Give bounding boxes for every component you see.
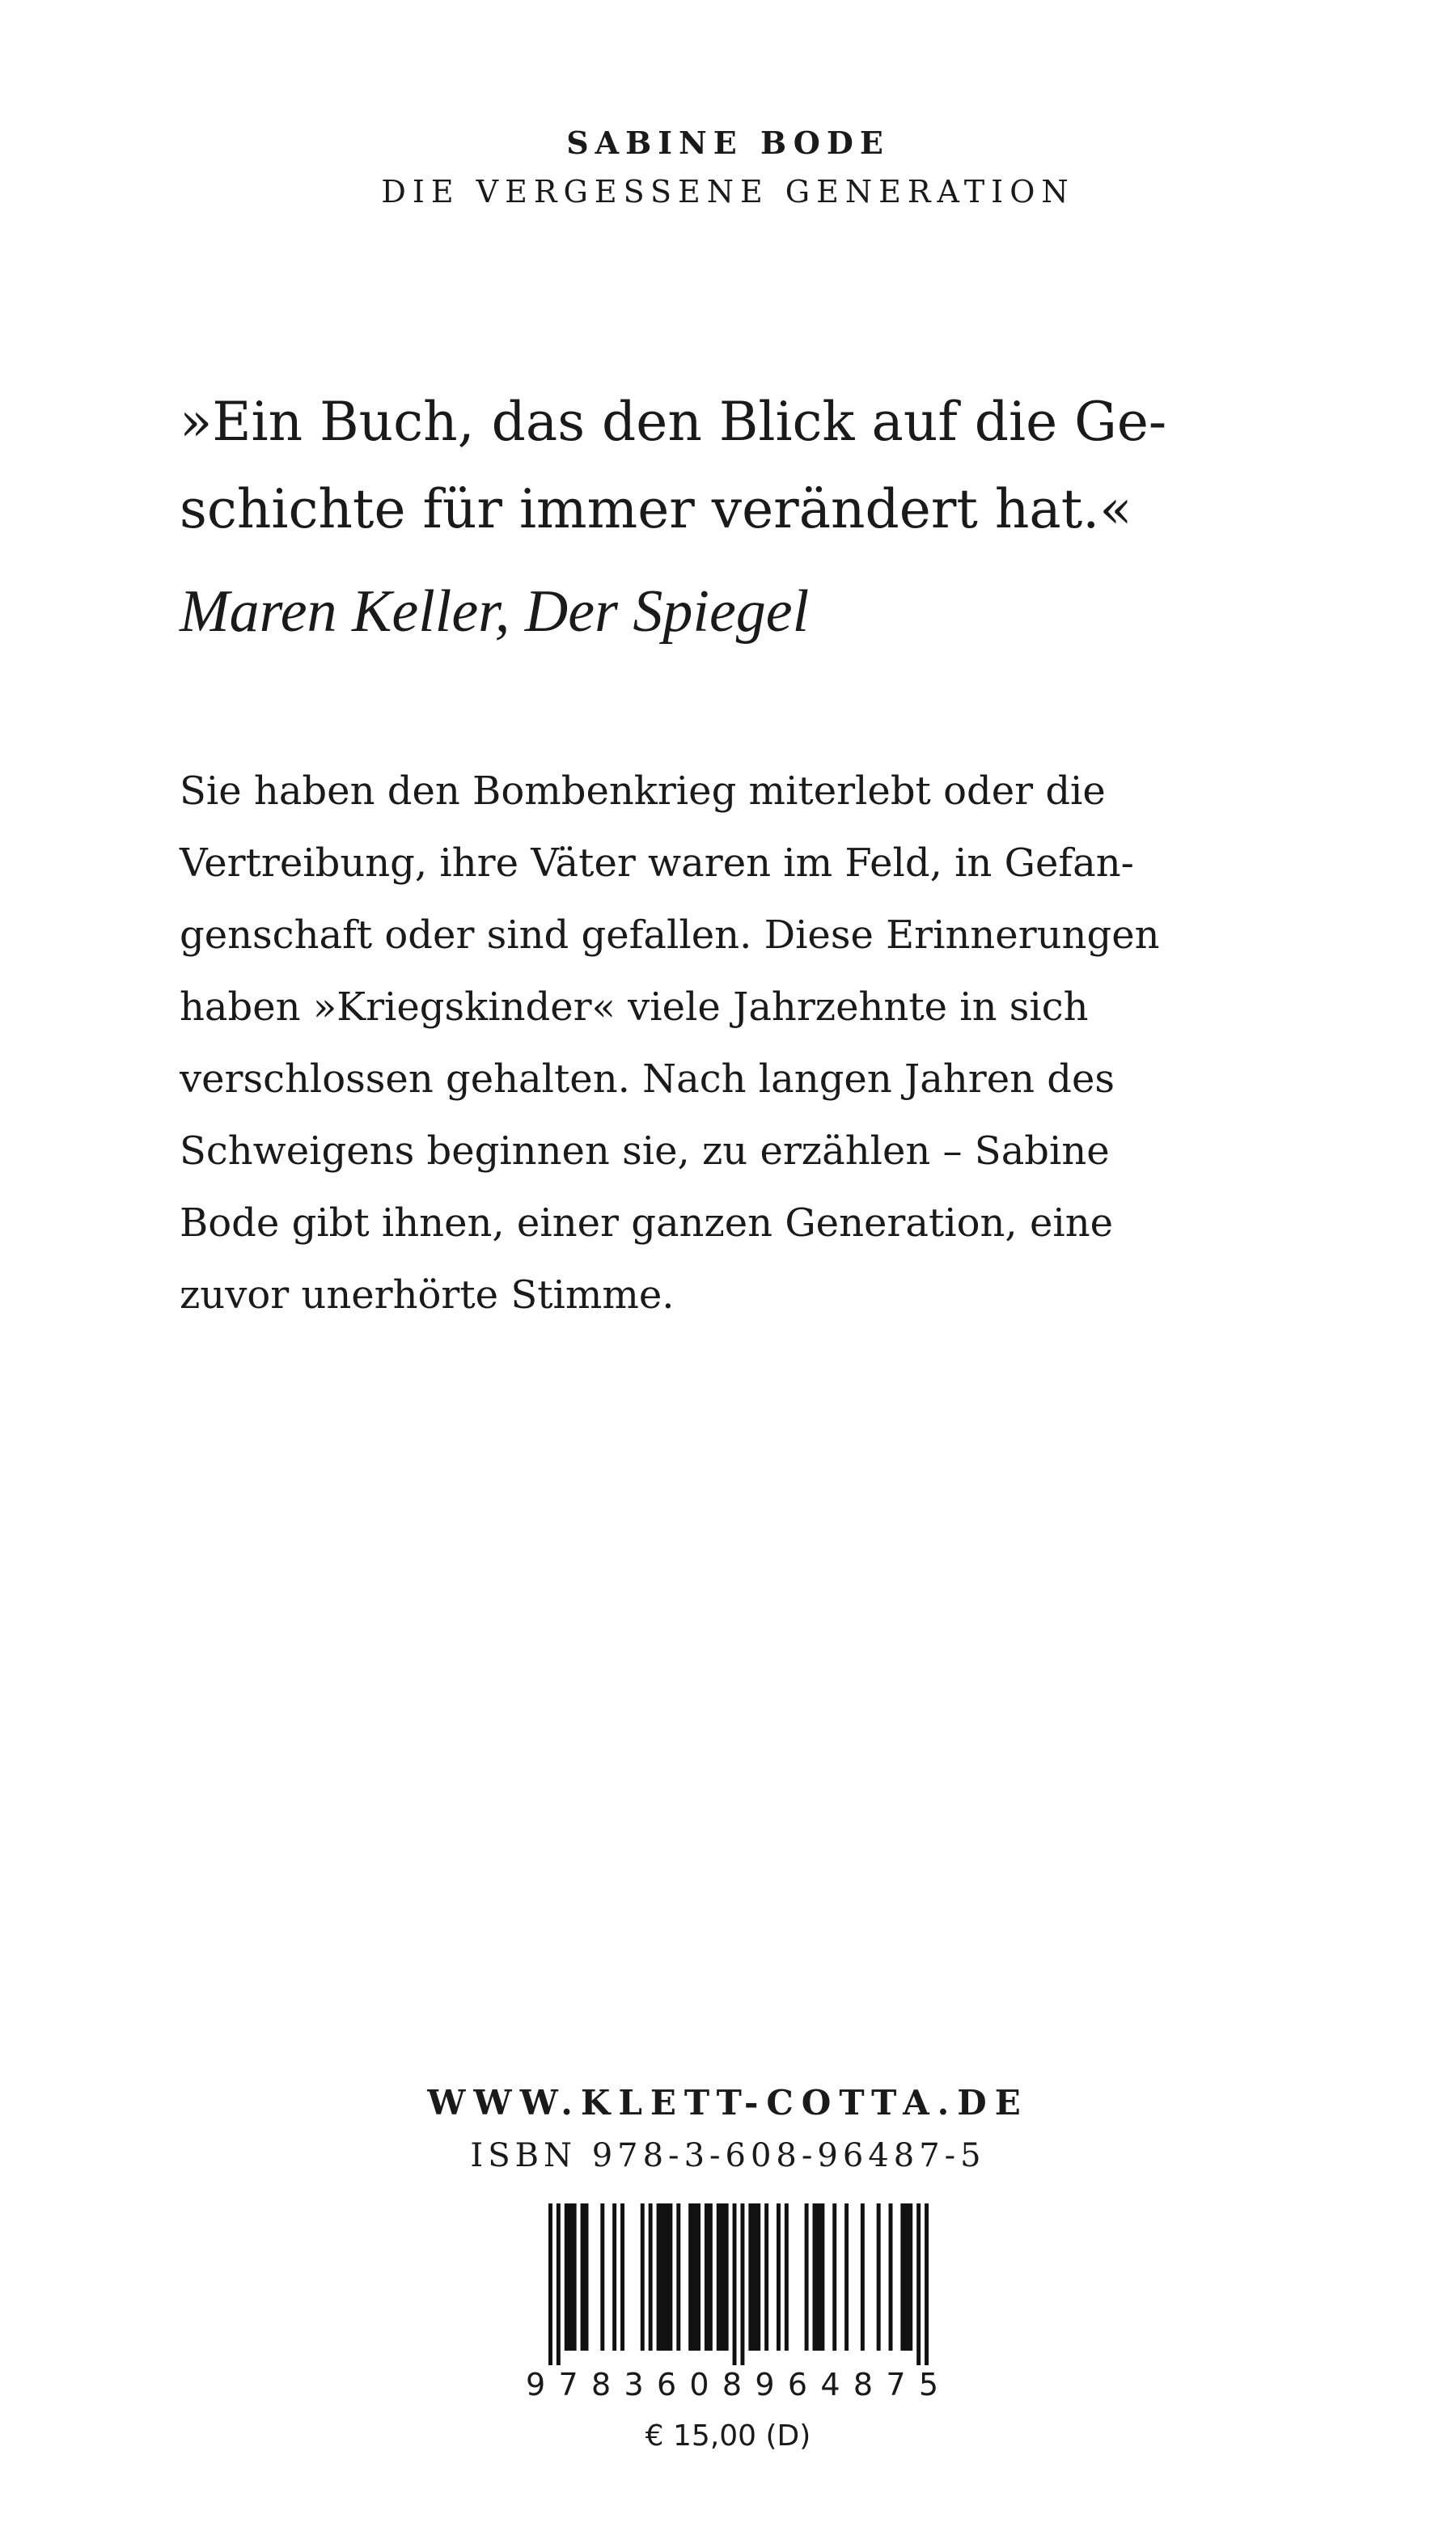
barcode-bar — [900, 2203, 912, 2351]
quote-line: schichte für immer verändert hat.« — [180, 478, 1132, 540]
barcode-bar — [657, 2203, 673, 2351]
barcode-bar — [676, 2203, 680, 2351]
barcode-digit: 9 — [755, 2367, 775, 2402]
barcode-digit: 0 — [689, 2367, 709, 2402]
blurb-line: haben »Kriegskinder« viele Jahrzehnte in sich — [180, 984, 1089, 1030]
barcode-bar — [717, 2203, 729, 2351]
barcode-bar — [641, 2203, 645, 2351]
barcode-bar — [785, 2203, 789, 2351]
quote-source: Maren Keller, Der Spiegel — [180, 578, 810, 645]
blurb-line: Vertreibung, ihre Väter waren im Feld, in Gefan- — [180, 840, 1134, 886]
barcode-bar — [748, 2203, 760, 2351]
barcode — [548, 2203, 929, 2365]
barcode-bar — [600, 2203, 604, 2351]
barcode-bar — [844, 2203, 849, 2351]
barcode-bar — [861, 2203, 865, 2351]
quote-line: »Ein Buch, das den Blick auf die Ge- — [180, 391, 1167, 453]
barcode-digit: 7 — [558, 2367, 578, 2402]
barcode-digits — [526, 2365, 938, 2404]
barcode-bar — [813, 2203, 825, 2351]
barcode-digit: 8 — [590, 2367, 612, 2402]
barcode-digit: 6 — [787, 2367, 808, 2402]
barcode-bar — [733, 2203, 737, 2365]
barcode-digit: 8 — [853, 2367, 874, 2402]
barcode-digit: 3 — [624, 2367, 644, 2402]
blurb-line: verschlossen gehalten. Nach langen Jahren des — [180, 1056, 1115, 1102]
barcode-bar — [581, 2203, 589, 2351]
barcode-digit: 6 — [656, 2367, 677, 2402]
barcode-bar — [889, 2203, 893, 2351]
publisher-website: WWW.KLETT-COTTA.DE — [427, 2083, 1029, 2123]
price-label: € 15,00 (D) — [645, 2419, 811, 2453]
book-title: DIE VERGESSENE GENERATION — [381, 174, 1075, 210]
blurb-line: Bode gibt ihnen, einer ganzen Generation, eine — [180, 1200, 1114, 1246]
barcode-digit: 9 — [526, 2367, 546, 2402]
barcode-bar — [916, 2203, 921, 2365]
barcode-digit: 7 — [886, 2367, 906, 2402]
blurb-line: Schweigens beginnen sie, zu erzählen – Sabine — [180, 1128, 1110, 1174]
barcode-bar — [740, 2203, 744, 2365]
barcode-bar — [688, 2203, 700, 2351]
barcode-bar — [805, 2203, 809, 2351]
barcode-bar — [764, 2203, 768, 2351]
barcode-bar — [557, 2203, 561, 2365]
blurb-line: genschaft oder sind gefallen. Diese Erinnerungen — [180, 912, 1160, 958]
blurb-text — [180, 756, 1296, 1331]
barcode-bar — [649, 2203, 653, 2351]
barcode-bar — [705, 2203, 713, 2351]
barcode-bar — [832, 2203, 836, 2351]
barcode-digit: 5 — [918, 2367, 938, 2402]
review-quote — [180, 379, 1296, 553]
barcode-bar — [612, 2203, 616, 2351]
blurb-line: zuvor unerhörte Stimme. — [180, 1272, 675, 1318]
barcode-bar — [565, 2203, 577, 2351]
barcode-bar — [877, 2203, 881, 2351]
barcode-digit: 8 — [722, 2367, 743, 2402]
barcode-bar — [548, 2203, 552, 2365]
barcode-digit: 4 — [820, 2367, 840, 2402]
isbn-number: ISBN 978-3-608-96487-5 — [470, 2137, 986, 2174]
blurb-line: Sie haben den Bombenkrieg miterlebt oder die — [180, 768, 1106, 814]
barcode-bar — [620, 2203, 624, 2351]
barcode-bar — [925, 2203, 929, 2365]
barcode-bar — [777, 2203, 781, 2351]
author-name: SABINE BODE — [566, 125, 890, 161]
